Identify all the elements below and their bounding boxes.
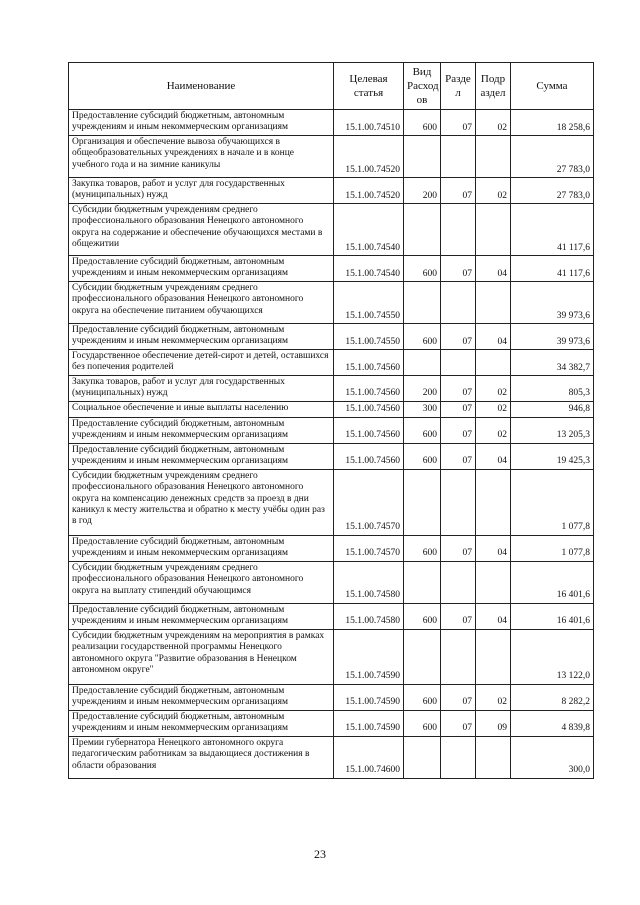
cell-expense-type: 600: [404, 443, 441, 469]
cell-expense-type: 600: [404, 256, 441, 282]
cell-section: 07: [441, 535, 476, 561]
cell-section: 07: [441, 178, 476, 204]
cell-article: 15.1.00.74560: [334, 350, 404, 376]
cell-sum: 34 382,7: [511, 350, 594, 376]
cell-sum: 18 258,6: [511, 110, 594, 136]
cell-name: Закупка товаров, работ и услуг для государственных (муниципальных) нужд: [69, 178, 334, 204]
cell-sum: 19 425,3: [511, 443, 594, 469]
cell-sum: 8 282,2: [511, 684, 594, 710]
cell-article: 15.1.00.74510: [334, 110, 404, 136]
table-row: [69, 443, 594, 469]
cell-section: [441, 736, 476, 778]
cell-expense-type: [404, 204, 441, 256]
table-row: [69, 469, 594, 535]
cell-subsection: [476, 469, 511, 535]
cell-sum: 1 077,8: [511, 469, 594, 535]
cell-expense-type: [404, 736, 441, 778]
table-row: [69, 710, 594, 736]
cell-name: Субсидии бюджетным учреждениям среднего профессионального образования Ненецкого автономного округа на содержание и обеспечение обучающихся местами в общежитии: [69, 204, 334, 256]
budget-table: [68, 62, 594, 779]
cell-subsection: 04: [476, 603, 511, 629]
cell-article: 15.1.00.74570: [334, 469, 404, 535]
table-row: [69, 324, 594, 350]
header-expense-type: Вид Расход ов: [404, 63, 441, 110]
cell-section: [441, 350, 476, 376]
cell-article: 15.1.00.74560: [334, 443, 404, 469]
table-row: [69, 136, 594, 178]
cell-article: 15.1.00.74560: [334, 401, 404, 417]
header-name: Наименование: [69, 63, 334, 110]
table-row: [69, 736, 594, 778]
cell-expense-type: [404, 469, 441, 535]
cell-expense-type: 600: [404, 110, 441, 136]
cell-expense-type: [404, 282, 441, 324]
table-row: [69, 110, 594, 136]
cell-section: [441, 282, 476, 324]
table-row: [69, 417, 594, 443]
cell-section: 07: [441, 417, 476, 443]
table-body: [69, 110, 594, 779]
cell-article: 15.1.00.74550: [334, 282, 404, 324]
cell-sum: 27 783,0: [511, 178, 594, 204]
cell-article: 15.1.00.74590: [334, 710, 404, 736]
header-section: Разде л: [441, 63, 476, 110]
cell-name: Предоставление субсидий бюджетным, автономным учреждениям и иным некоммерческим организациям: [69, 684, 334, 710]
cell-subsection: 02: [476, 110, 511, 136]
cell-subsection: [476, 629, 511, 684]
cell-section: [441, 136, 476, 178]
cell-section: 07: [441, 110, 476, 136]
cell-article: 15.1.00.74570: [334, 535, 404, 561]
table-row: [69, 629, 594, 684]
table-row: [69, 376, 594, 402]
cell-subsection: [476, 350, 511, 376]
table-row: [69, 282, 594, 324]
cell-section: 07: [441, 443, 476, 469]
cell-section: [441, 204, 476, 256]
table-row: [69, 603, 594, 629]
cell-name: Субсидии бюджетным учреждениям среднего профессионального образования Ненецкого автономного округа на обеспечение питанием обучающихся: [69, 282, 334, 324]
cell-sum: 27 783,0: [511, 136, 594, 178]
table-row: [69, 535, 594, 561]
cell-name: Социальное обеспечение и иные выплаты населению: [69, 401, 334, 417]
cell-section: 07: [441, 256, 476, 282]
cell-sum: 13 205,3: [511, 417, 594, 443]
cell-sum: 946,8: [511, 401, 594, 417]
cell-name: Государственное обеспечение детей-сирот и детей, оставшихся без попечения родителей: [69, 350, 334, 376]
cell-section: [441, 561, 476, 603]
cell-article: 15.1.00.74550: [334, 324, 404, 350]
cell-section: [441, 469, 476, 535]
header-article: Целевая статья: [334, 63, 404, 110]
cell-article: 15.1.00.74540: [334, 204, 404, 256]
table-row: [69, 561, 594, 603]
cell-expense-type: [404, 561, 441, 603]
cell-name: Закупка товаров, работ и услуг для государственных (муниципальных) нужд: [69, 376, 334, 402]
cell-expense-type: [404, 136, 441, 178]
cell-sum: 41 117,6: [511, 256, 594, 282]
cell-name: Субсидии бюджетным учреждениям среднего профессионального образования Ненецкого автономного округа на компенсацию денежных средств за проезд в дни каникул к месту жительства и обратно к месту учёбы один раз в год: [69, 469, 334, 535]
cell-expense-type: 600: [404, 417, 441, 443]
cell-sum: 41 117,6: [511, 204, 594, 256]
cell-name: Субсидии бюджетным учреждениям среднего профессионального образования Ненецкого автономного округа на выплату стипендий обучающимся: [69, 561, 334, 603]
cell-expense-type: 600: [404, 710, 441, 736]
cell-expense-type: 600: [404, 684, 441, 710]
cell-name: Предоставление субсидий бюджетным, автономным учреждениям и иным некоммерческим организациям: [69, 256, 334, 282]
table-row: [69, 684, 594, 710]
cell-name: Предоставление субсидий бюджетным, автономным учреждениям и иным некоммерческим организациям: [69, 324, 334, 350]
cell-section: 07: [441, 710, 476, 736]
cell-sum: 39 973,6: [511, 282, 594, 324]
cell-name: Субсидии бюджетным учреждениям на мероприятия в рамках реализации государственной программы Ненецкого автономного округа "Развитие образования в Ненецком автономном округе": [69, 629, 334, 684]
cell-sum: 13 122,0: [511, 629, 594, 684]
cell-expense-type: 200: [404, 376, 441, 402]
cell-name: Предоставление субсидий бюджетным, автономным учреждениям и иным некоммерческим организациям: [69, 417, 334, 443]
cell-expense-type: 300: [404, 401, 441, 417]
table-header-row: [69, 63, 594, 110]
header-subsection: Подр аздел: [476, 63, 511, 110]
cell-section: 07: [441, 603, 476, 629]
cell-name: Предоставление субсидий бюджетным, автономным учреждениям и иным некоммерческим организациям: [69, 443, 334, 469]
cell-article: 15.1.00.74560: [334, 376, 404, 402]
header-sum: Сумма: [511, 63, 594, 110]
cell-section: 07: [441, 376, 476, 402]
cell-article: 15.1.00.74520: [334, 136, 404, 178]
cell-sum: 16 401,6: [511, 561, 594, 603]
cell-subsection: 02: [476, 178, 511, 204]
cell-name: Премии губернатора Ненецкого автономного округа педагогическим работникам за выдающиеся достижения в области образования: [69, 736, 334, 778]
cell-subsection: 02: [476, 401, 511, 417]
cell-sum: 300,0: [511, 736, 594, 778]
cell-subsection: [476, 561, 511, 603]
cell-article: 15.1.00.74580: [334, 603, 404, 629]
cell-section: 07: [441, 324, 476, 350]
cell-sum: 1 077,8: [511, 535, 594, 561]
cell-subsection: 02: [476, 417, 511, 443]
cell-subsection: 04: [476, 443, 511, 469]
table-row: [69, 256, 594, 282]
cell-sum: 4 839,8: [511, 710, 594, 736]
cell-article: 15.1.00.74590: [334, 684, 404, 710]
cell-article: 15.1.00.74560: [334, 417, 404, 443]
cell-name: Предоставление субсидий бюджетным, автономным учреждениям и иным некоммерческим организациям: [69, 535, 334, 561]
cell-name: Организация и обеспечение вывоза обучающихся в общеобразовательных учреждениях в начале и в конце учебного года и на зимние каникулы: [69, 136, 334, 178]
cell-subsection: [476, 136, 511, 178]
cell-subsection: 04: [476, 324, 511, 350]
cell-name: Предоставление субсидий бюджетным, автономным учреждениям и иным некоммерческим организациям: [69, 603, 334, 629]
cell-name: Предоставление субсидий бюджетным, автономным учреждениям и иным некоммерческим организациям: [69, 710, 334, 736]
page-number: 23: [314, 847, 326, 861]
table-row: [69, 350, 594, 376]
cell-article: 15.1.00.74580: [334, 561, 404, 603]
cell-article: 15.1.00.74600: [334, 736, 404, 778]
table-row: [69, 204, 594, 256]
cell-subsection: 02: [476, 684, 511, 710]
cell-name: Предоставление субсидий бюджетным, автономным учреждениям и иным некоммерческим организациям: [69, 110, 334, 136]
cell-expense-type: 600: [404, 324, 441, 350]
cell-sum: 805,3: [511, 376, 594, 402]
cell-expense-type: [404, 350, 441, 376]
cell-article: 15.1.00.74590: [334, 629, 404, 684]
cell-subsection: 02: [476, 376, 511, 402]
cell-article: 15.1.00.74520: [334, 178, 404, 204]
cell-section: 07: [441, 684, 476, 710]
cell-article: 15.1.00.74540: [334, 256, 404, 282]
cell-subsection: [476, 282, 511, 324]
cell-subsection: 04: [476, 535, 511, 561]
cell-sum: 39 973,6: [511, 324, 594, 350]
cell-sum: 16 401,6: [511, 603, 594, 629]
cell-section: 07: [441, 401, 476, 417]
cell-expense-type: 600: [404, 535, 441, 561]
cell-expense-type: [404, 629, 441, 684]
cell-expense-type: 200: [404, 178, 441, 204]
table-row: [69, 178, 594, 204]
table-row: [69, 401, 594, 417]
cell-subsection: [476, 736, 511, 778]
cell-subsection: [476, 204, 511, 256]
cell-subsection: 04: [476, 256, 511, 282]
cell-expense-type: 600: [404, 603, 441, 629]
cell-section: [441, 629, 476, 684]
cell-subsection: 09: [476, 710, 511, 736]
